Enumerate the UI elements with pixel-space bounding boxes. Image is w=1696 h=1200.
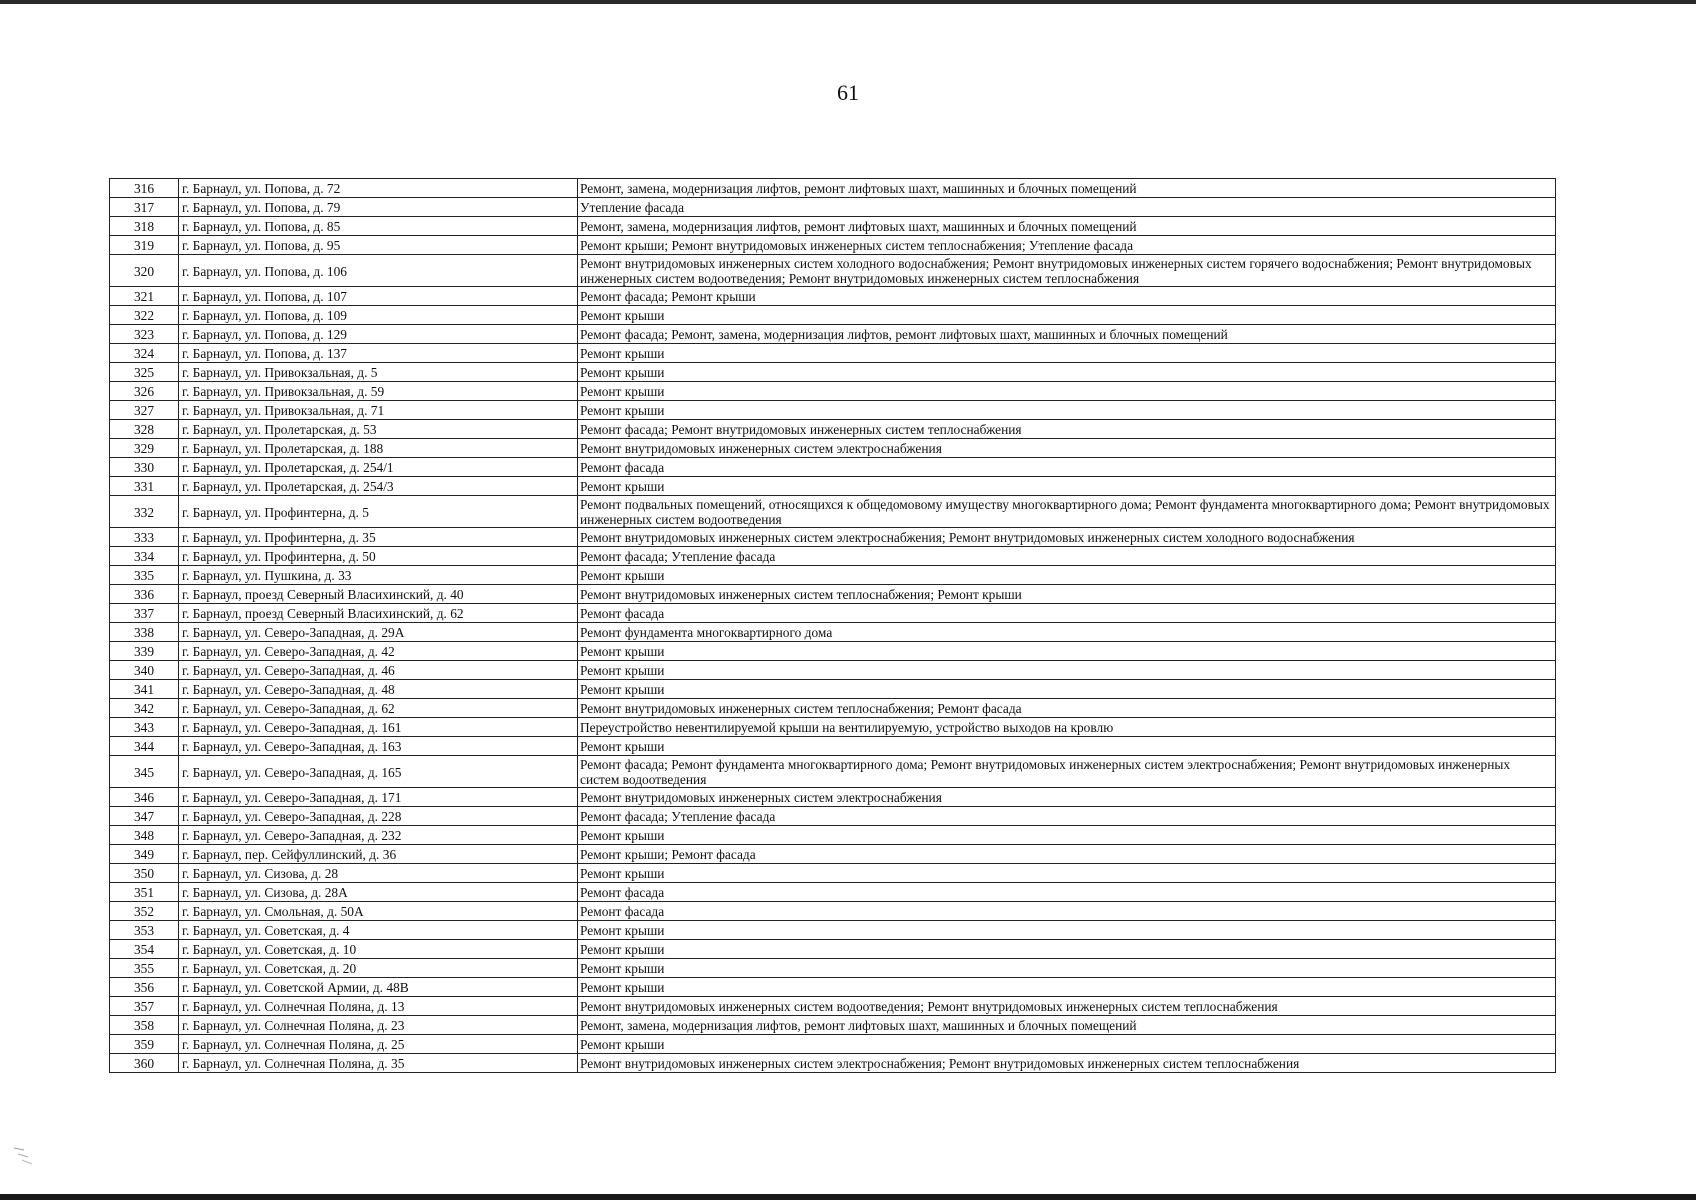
row-works: Ремонт крыши <box>578 477 1556 496</box>
row-address: г. Барнаул, проезд Северный Власихинский, д. 40 <box>179 585 578 604</box>
row-works: Утепление фасада <box>578 198 1556 217</box>
row-number: 325 <box>110 363 179 382</box>
row-address: г. Барнаул, ул. Привокзальная, д. 5 <box>179 363 578 382</box>
scan-bottom-edge <box>0 1194 1696 1200</box>
row-works: Ремонт крыши <box>578 940 1556 959</box>
row-address: г. Барнаул, ул. Попова, д. 106 <box>179 255 578 287</box>
table-row <box>110 864 1556 883</box>
row-works: Ремонт внутридомовых инженерных систем электроснабжения <box>578 439 1556 458</box>
row-number: 360 <box>110 1054 179 1073</box>
table-row <box>110 978 1556 997</box>
table-row <box>110 236 1556 255</box>
table-row <box>110 566 1556 585</box>
row-address: г. Барнаул, ул. Солнечная Поляна, д. 35 <box>179 1054 578 1073</box>
table-row <box>110 401 1556 420</box>
row-works: Ремонт подвальных помещений, относящихся к общедомовому имуществу многоквартирного дома; Ремонт фундамента многоквартирного дома; Ремонт внутридомовых инженерных систем водоотведения <box>578 496 1556 528</box>
row-address: г. Барнаул, ул. Профинтерна, д. 35 <box>179 528 578 547</box>
row-number: 331 <box>110 477 179 496</box>
row-works: Ремонт внутридомовых инженерных систем электроснабжения; Ремонт внутридомовых инженерных систем холодного водоснабжения <box>578 528 1556 547</box>
row-number: 329 <box>110 439 179 458</box>
row-works: Ремонт крыши <box>578 959 1556 978</box>
page-number: 61 <box>837 80 859 105</box>
row-works: Ремонт внутридомовых инженерных систем электроснабжения <box>578 788 1556 807</box>
table-row <box>110 737 1556 756</box>
table-row <box>110 420 1556 439</box>
table-row <box>110 585 1556 604</box>
row-works: Ремонт крыши <box>578 566 1556 585</box>
row-number: 352 <box>110 902 179 921</box>
table-row <box>110 458 1556 477</box>
row-number: 319 <box>110 236 179 255</box>
address-works-table <box>109 178 1556 1073</box>
row-works: Ремонт фасада <box>578 883 1556 902</box>
row-works: Ремонт фасада; Ремонт, замена, модернизация лифтов, ремонт лифтовых шахт, машинных и блочных помещений <box>578 325 1556 344</box>
table-row <box>110 883 1556 902</box>
row-works: Ремонт, замена, модернизация лифтов, ремонт лифтовых шахт, машинных и блочных помещений <box>578 179 1556 198</box>
row-address: г. Барнаул, ул. Северо-Западная, д. 163 <box>179 737 578 756</box>
row-works: Ремонт крыши <box>578 306 1556 325</box>
scan-specks <box>10 1140 40 1170</box>
row-address: г. Барнаул, ул. Пролетарская, д. 188 <box>179 439 578 458</box>
row-number: 339 <box>110 642 179 661</box>
row-number: 334 <box>110 547 179 566</box>
table-row <box>110 845 1556 864</box>
row-number: 337 <box>110 604 179 623</box>
row-number: 357 <box>110 997 179 1016</box>
row-number: 347 <box>110 807 179 826</box>
row-number: 336 <box>110 585 179 604</box>
row-address: г. Барнаул, ул. Советская, д. 10 <box>179 940 578 959</box>
row-address: г. Барнаул, ул. Северо-Западная, д. 165 <box>179 756 578 788</box>
row-works: Ремонт фасада; Ремонт внутридомовых инженерных систем теплоснабжения <box>578 420 1556 439</box>
row-works: Ремонт внутридомовых инженерных систем теплоснабжения; Ремонт крыши <box>578 585 1556 604</box>
row-address: г. Барнаул, проезд Северный Власихинский, д. 62 <box>179 604 578 623</box>
row-works: Ремонт крыши <box>578 642 1556 661</box>
row-number: 345 <box>110 756 179 788</box>
row-number: 327 <box>110 401 179 420</box>
table-row <box>110 959 1556 978</box>
row-works: Ремонт крыши <box>578 680 1556 699</box>
table-row <box>110 477 1556 496</box>
row-address: г. Барнаул, ул. Привокзальная, д. 59 <box>179 382 578 401</box>
row-number: 338 <box>110 623 179 642</box>
table-row <box>110 547 1556 566</box>
row-address: г. Барнаул, ул. Северо-Западная, д. 48 <box>179 680 578 699</box>
row-works: Переустройство невентилируемой крыши на вентилируемую, устройство выходов на кровлю <box>578 718 1556 737</box>
table-row <box>110 940 1556 959</box>
table-row <box>110 496 1556 528</box>
table-row <box>110 1054 1556 1073</box>
row-address: г. Барнаул, ул. Попова, д. 95 <box>179 236 578 255</box>
row-address: г. Барнаул, ул. Советская, д. 20 <box>179 959 578 978</box>
row-address: г. Барнаул, ул. Северо-Западная, д. 161 <box>179 718 578 737</box>
table-row <box>110 344 1556 363</box>
row-address: г. Барнаул, ул. Северо-Западная, д. 171 <box>179 788 578 807</box>
row-address: г. Барнаул, ул. Северо-Западная, д. 232 <box>179 826 578 845</box>
table-row <box>110 997 1556 1016</box>
table-row <box>110 528 1556 547</box>
row-number: 346 <box>110 788 179 807</box>
row-works: Ремонт, замена, модернизация лифтов, ремонт лифтовых шахт, машинных и блочных помещений <box>578 217 1556 236</box>
row-address: г. Барнаул, ул. Сизова, д. 28 <box>179 864 578 883</box>
row-number: 335 <box>110 566 179 585</box>
table-row <box>110 217 1556 236</box>
row-address: г. Барнаул, ул. Попова, д. 107 <box>179 287 578 306</box>
row-works: Ремонт крыши; Ремонт фасада <box>578 845 1556 864</box>
row-number: 323 <box>110 325 179 344</box>
table-row <box>110 756 1556 788</box>
row-address: г. Барнаул, ул. Северо-Западная, д. 29А <box>179 623 578 642</box>
row-address: г. Барнаул, ул. Солнечная Поляна, д. 13 <box>179 997 578 1016</box>
row-number: 326 <box>110 382 179 401</box>
row-works: Ремонт крыши <box>578 921 1556 940</box>
row-works: Ремонт крыши <box>578 661 1556 680</box>
row-works: Ремонт внутридомовых инженерных систем электроснабжения; Ремонт внутридомовых инженерных систем теплоснабжения <box>578 1054 1556 1073</box>
table-row <box>110 287 1556 306</box>
row-number: 316 <box>110 179 179 198</box>
row-works: Ремонт внутридомовых инженерных систем холодного водоснабжения; Ремонт внутридомовых инженерных систем горячего водоснабжения; Ремонт внутридомовых инженерных систем водоотведения; Ремонт внутридомовых инженерных систем теплоснабжения <box>578 255 1556 287</box>
row-number: 351 <box>110 883 179 902</box>
scan-top-edge <box>0 0 1696 4</box>
row-works: Ремонт крыши <box>578 344 1556 363</box>
row-works: Ремонт крыши <box>578 1035 1556 1054</box>
row-number: 358 <box>110 1016 179 1035</box>
row-address: г. Барнаул, ул. Профинтерна, д. 50 <box>179 547 578 566</box>
table-row <box>110 255 1556 287</box>
row-works: Ремонт фасада <box>578 604 1556 623</box>
row-address: г. Барнаул, ул. Смольная, д. 50А <box>179 902 578 921</box>
row-number: 330 <box>110 458 179 477</box>
row-address: г. Барнаул, пер. Сейфуллинский, д. 36 <box>179 845 578 864</box>
row-number: 321 <box>110 287 179 306</box>
row-address: г. Барнаул, ул. Попова, д. 72 <box>179 179 578 198</box>
row-address: г. Барнаул, ул. Попова, д. 79 <box>179 198 578 217</box>
row-number: 348 <box>110 826 179 845</box>
row-address: г. Барнаул, ул. Пролетарская, д. 254/3 <box>179 477 578 496</box>
table-row <box>110 807 1556 826</box>
row-address: г. Барнаул, ул. Северо-Западная, д. 42 <box>179 642 578 661</box>
row-address: г. Барнаул, ул. Северо-Западная, д. 46 <box>179 661 578 680</box>
row-works: Ремонт фасада <box>578 902 1556 921</box>
row-number: 333 <box>110 528 179 547</box>
row-works: Ремонт фасада; Утепление фасада <box>578 547 1556 566</box>
row-number: 340 <box>110 661 179 680</box>
row-number: 341 <box>110 680 179 699</box>
row-address: г. Барнаул, ул. Советской Армии, д. 48В <box>179 978 578 997</box>
row-works: Ремонт внутридомовых инженерных систем водоотведения; Ремонт внутридомовых инженерных систем теплоснабжения <box>578 997 1556 1016</box>
row-number: 359 <box>110 1035 179 1054</box>
table-row <box>110 826 1556 845</box>
table-row <box>110 363 1556 382</box>
row-number: 355 <box>110 959 179 978</box>
table-row <box>110 623 1556 642</box>
row-number: 324 <box>110 344 179 363</box>
row-number: 328 <box>110 420 179 439</box>
row-number: 332 <box>110 496 179 528</box>
row-works: Ремонт крыши; Ремонт внутридомовых инженерных систем теплоснабжения; Утепление фасада <box>578 236 1556 255</box>
row-works: Ремонт фундамента многоквартирного дома <box>578 623 1556 642</box>
table-row <box>110 699 1556 718</box>
table-row <box>110 179 1556 198</box>
row-address: г. Барнаул, ул. Пролетарская, д. 254/1 <box>179 458 578 477</box>
table-body <box>110 179 1556 1073</box>
row-number: 318 <box>110 217 179 236</box>
row-number: 356 <box>110 978 179 997</box>
table-row <box>110 642 1556 661</box>
table-row <box>110 604 1556 623</box>
row-number: 342 <box>110 699 179 718</box>
table-row <box>110 788 1556 807</box>
table-row <box>110 680 1556 699</box>
row-number: 349 <box>110 845 179 864</box>
row-works: Ремонт крыши <box>578 363 1556 382</box>
row-address: г. Барнаул, ул. Попова, д. 109 <box>179 306 578 325</box>
row-number: 320 <box>110 255 179 287</box>
row-address: г. Барнаул, ул. Солнечная Поляна, д. 23 <box>179 1016 578 1035</box>
row-address: г. Барнаул, ул. Привокзальная, д. 71 <box>179 401 578 420</box>
row-works: Ремонт внутридомовых инженерных систем теплоснабжения; Ремонт фасада <box>578 699 1556 718</box>
row-address: г. Барнаул, ул. Пролетарская, д. 53 <box>179 420 578 439</box>
table-row <box>110 1035 1556 1054</box>
row-works: Ремонт фасада; Утепление фасада <box>578 807 1556 826</box>
row-address: г. Барнаул, ул. Сизова, д. 28А <box>179 883 578 902</box>
row-works: Ремонт крыши <box>578 864 1556 883</box>
table-row <box>110 306 1556 325</box>
row-number: 353 <box>110 921 179 940</box>
row-works: Ремонт фасада; Ремонт фундамента многоквартирного дома; Ремонт внутридомовых инженерных систем электроснабжения; Ремонт внутридомовых инженерных систем водоотведения <box>578 756 1556 788</box>
row-works: Ремонт крыши <box>578 401 1556 420</box>
table-row <box>110 902 1556 921</box>
row-works: Ремонт крыши <box>578 978 1556 997</box>
row-address: г. Барнаул, ул. Пушкина, д. 33 <box>179 566 578 585</box>
table-row <box>110 198 1556 217</box>
table-row <box>110 325 1556 344</box>
table-row <box>110 921 1556 940</box>
row-works: Ремонт крыши <box>578 382 1556 401</box>
row-number: 322 <box>110 306 179 325</box>
row-works: Ремонт, замена, модернизация лифтов, ремонт лифтовых шахт, машинных и блочных помещений <box>578 1016 1556 1035</box>
row-works: Ремонт фасада <box>578 458 1556 477</box>
table-row <box>110 1016 1556 1035</box>
table-row <box>110 718 1556 737</box>
table-row <box>110 382 1556 401</box>
row-address: г. Барнаул, ул. Советская, д. 4 <box>179 921 578 940</box>
row-number: 350 <box>110 864 179 883</box>
row-address: г. Барнаул, ул. Северо-Западная, д. 228 <box>179 807 578 826</box>
row-address: г. Барнаул, ул. Профинтерна, д. 5 <box>179 496 578 528</box>
row-address: г. Барнаул, ул. Солнечная Поляна, д. 25 <box>179 1035 578 1054</box>
row-number: 344 <box>110 737 179 756</box>
table-row <box>110 439 1556 458</box>
row-address: г. Барнаул, ул. Северо-Западная, д. 62 <box>179 699 578 718</box>
row-number: 354 <box>110 940 179 959</box>
row-works: Ремонт фасада; Ремонт крыши <box>578 287 1556 306</box>
row-address: г. Барнаул, ул. Попова, д. 129 <box>179 325 578 344</box>
row-address: г. Барнаул, ул. Попова, д. 137 <box>179 344 578 363</box>
table-row <box>110 661 1556 680</box>
row-address: г. Барнаул, ул. Попова, д. 85 <box>179 217 578 236</box>
row-number: 343 <box>110 718 179 737</box>
row-number: 317 <box>110 198 179 217</box>
row-works: Ремонт крыши <box>578 826 1556 845</box>
row-works: Ремонт крыши <box>578 737 1556 756</box>
